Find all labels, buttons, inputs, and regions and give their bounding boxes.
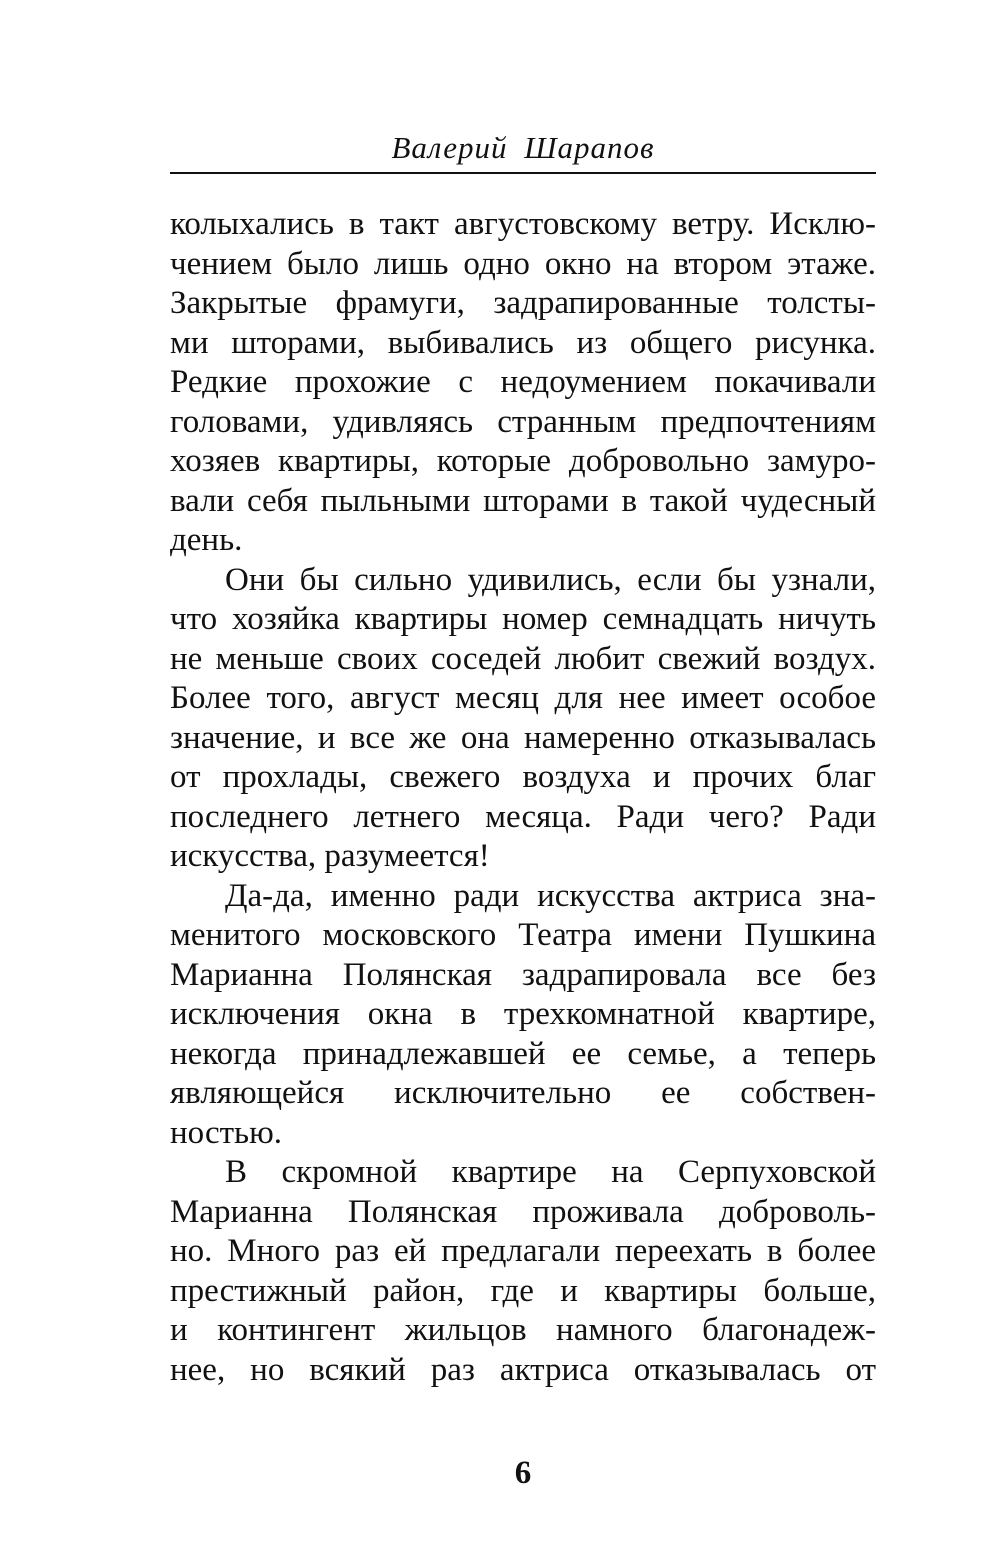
text-line: В скромной квартире на Серпуховской — [225, 1154, 876, 1190]
running-head: Валерий Шарапов — [391, 130, 655, 165]
text-line: колыхались в такт августовскому ветру. Исклю- — [170, 206, 876, 242]
text-line: Закрытые фрамуги, задрапированные толсты- — [170, 285, 876, 321]
text-line: хозяев квартиры, которые добровольно замуро- — [170, 443, 876, 479]
text-line: чением было лишь одно окно на втором этаже. — [170, 245, 876, 282]
text-line: головами, удивляясь странным предпочтениям — [170, 403, 876, 440]
paragraph-2 — [170, 561, 876, 877]
page-number: 6 — [514, 1455, 532, 1491]
text-line: искусства, разумеется! — [170, 838, 490, 874]
text-line: престижный район, где и квартиры больше, — [170, 1272, 876, 1309]
text-line: не меньше своих соседей любит свежий воздух. — [170, 640, 876, 677]
paragraph-4 — [170, 1153, 876, 1390]
text-line: Редкие прохожие с недоумением покачивали — [170, 364, 876, 400]
text-line: менитого московского Театра имени Пушкина — [170, 917, 876, 953]
text-line: Более того, август месяц для нее имеет особое — [170, 680, 876, 716]
text-line: некогда принадлежавшей ее семье, а теперь — [170, 1035, 876, 1072]
header-rule — [170, 172, 876, 174]
text-line: вали себя пыльными шторами в такой чудесный — [170, 482, 876, 519]
text-line: Они бы сильно удивились, если бы узнали, — [225, 561, 876, 598]
text-line: ми шторами, выбивались из общего рисунка. — [170, 324, 876, 361]
text-line: и контингент жильцов намного благонадеж- — [170, 1312, 876, 1348]
text-line: но. Много раз ей предлагали переехать в более — [170, 1233, 876, 1269]
text-line: от прохлады, свежего воздуха и прочих благ — [170, 759, 876, 795]
text-line: день. — [170, 522, 243, 558]
body-text — [170, 205, 876, 1390]
text-line: исключения окна в трехкомнатной квартире, — [170, 996, 876, 1032]
text-line: являющейся исключительно ее собствен- — [170, 1075, 876, 1111]
paragraph-1 — [170, 205, 876, 561]
text-line: последнего летнего месяца. Ради чего? Ради — [170, 798, 876, 835]
text-line: нее, но всякий раз актриса отказывалась от — [170, 1351, 876, 1388]
text-line: Марианна Полянская задрапировала все без — [170, 956, 876, 993]
text-line: Марианна Полянская проживала доброволь- — [170, 1193, 876, 1230]
text-line: что хозяйка квартиры номер семнадцать ничуть — [170, 601, 876, 637]
paragraph-3 — [170, 877, 876, 1154]
text-line: значение, и все же она намеренно отказывалась — [170, 719, 876, 756]
text-line: Да-да, именно ради искусства актриса зна- — [225, 877, 876, 914]
text-line: ностью. — [170, 1114, 283, 1151]
